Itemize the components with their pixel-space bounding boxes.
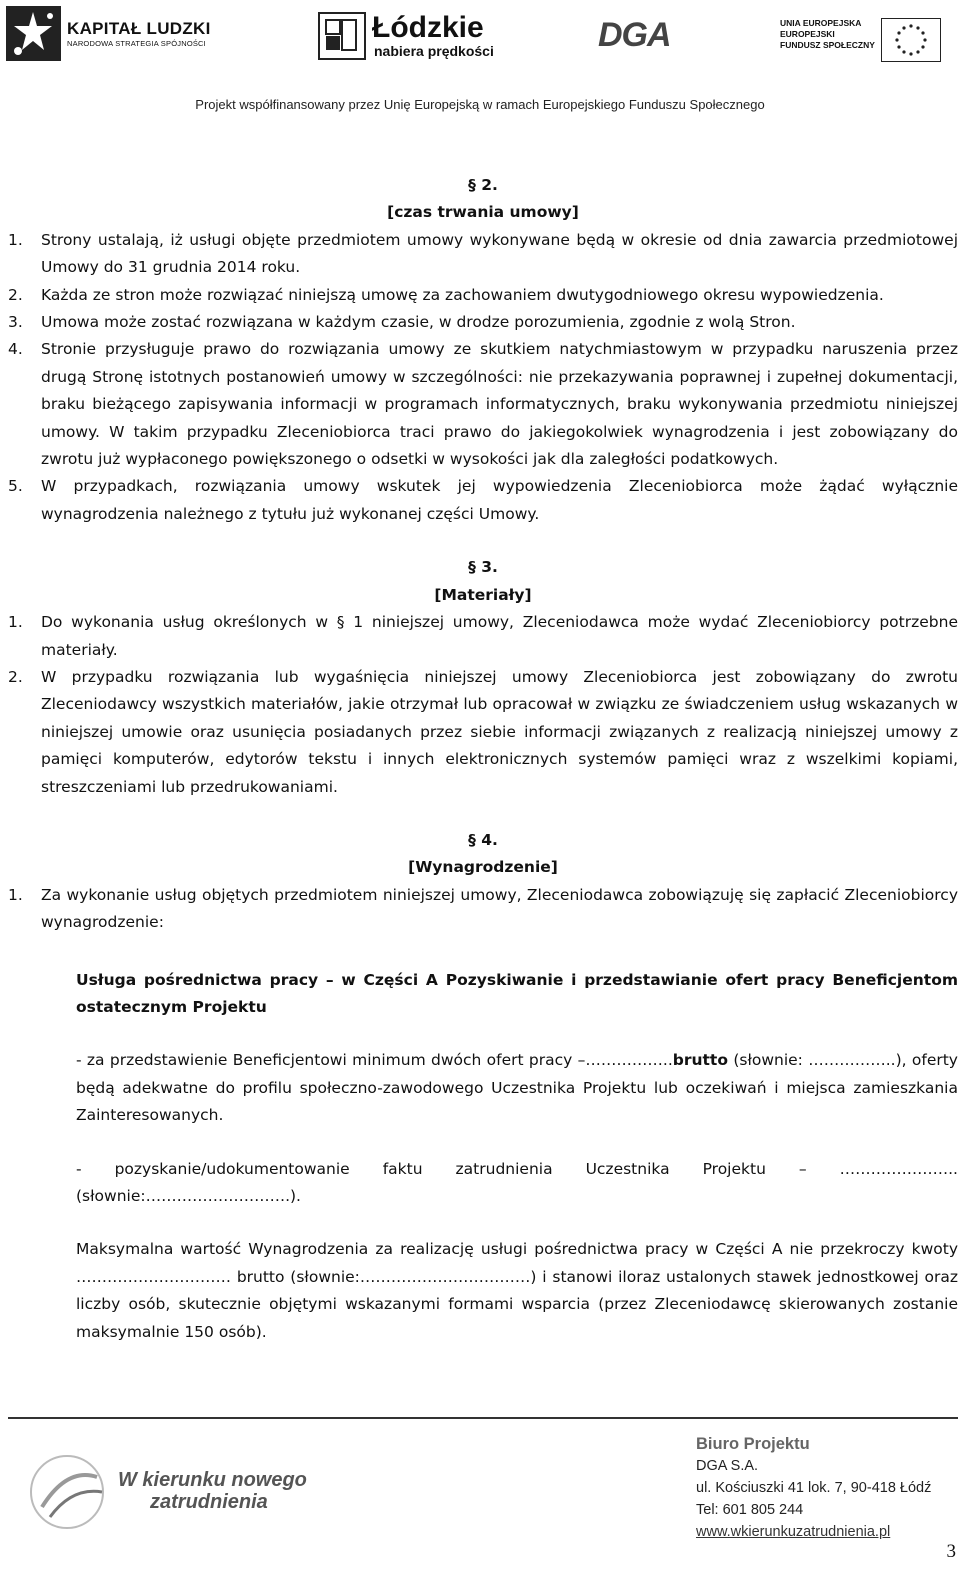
page-number: 3 xyxy=(946,1541,956,1562)
project-logo-line-2: zatrudnienia xyxy=(150,1491,268,1513)
item-text: Każda ze stron może rozwiązać niniejszą umowę za zachowaniem dwutygodniowego okresu wypowiedzenia. xyxy=(41,285,884,304)
max-value-paragraph: Maksymalna wartość Wynagrodzenia za realizację usługi pośrednictwa pracy w Części A nie przekroczy kwoty ………………………… brutto (słownie:……………………………) i stanowi iloraz ustalonych stawek jednostkowej oraz liczby osób, skutecznie objętymi wskazanymi formami wsparcia (przez Zleceniodawcę skierowanych zostanie maksymalnie 150 osób). xyxy=(76,1240,958,1341)
cofinancing-caption: Projekt współfinansowany przez Unię Europejską w ramach Europejskiego Funduszu Społecznego xyxy=(195,97,765,112)
item-number: 1. xyxy=(8,885,23,904)
item-number: 1. xyxy=(8,613,23,632)
footer-divider xyxy=(8,1417,958,1419)
page-footer xyxy=(0,1413,960,1569)
item-number: 2. xyxy=(8,285,23,304)
item-number: 1. xyxy=(8,230,23,249)
section-4-heading: § 4. xyxy=(468,830,498,849)
item-text: W przypadku rozwiązania lub wygaśnięcia niniejszej umowy Zleceniobiorca jest zobowiązany do zwrotu Zleceniodawcy wszystkich materiałów, jakie otrzymał lub opracował w związku ze świadczeniem usług wskazanych w niniejszej umowie oraz usunięcia posiadanych przez siebie informacji związanych z realizacją niniejszej umowy z pamięci komputerów, edytorów tekstu i innych elektronicznych systemów pamięci wraz z wszelkimi kopiami, streszczeniami lub przedrukowaniami. xyxy=(41,667,958,796)
section-2-heading: § 2. xyxy=(468,176,498,194)
item-number: 5. xyxy=(8,477,23,496)
section-2-title: [czas trwania umowy] xyxy=(387,203,579,222)
eu-flag-icon xyxy=(881,18,941,62)
project-logo-text xyxy=(118,1469,307,1513)
offer-fee-text: - za przedstawienie Beneficjentowi minimum dwóch ofert pracy –…………….. xyxy=(76,1051,673,1070)
section-2-item xyxy=(8,227,958,282)
office-title: Biuro Projektu xyxy=(696,1435,810,1453)
project-website-link[interactable]: www.wkierunkuzatrudnienia.pl xyxy=(696,1524,891,1540)
section-4-title: [Wynagrodzenie] xyxy=(408,858,558,877)
item-number: 4. xyxy=(8,340,23,359)
offer-fee-line xyxy=(76,1047,958,1129)
item-text: Umowa może zostać rozwiązana w każdym czasie, w drodze porozumienia, zgodnie z wolą Stron. xyxy=(41,313,796,332)
kapital-ludzki-logo xyxy=(6,6,211,61)
service-heading: Usługa pośrednictwa pracy – w Części A Pozyskiwanie i przedstawianie ofert pracy Beneficjentom ostatecznym Projektu xyxy=(76,970,958,1016)
section-2-item xyxy=(8,282,958,309)
kapital-ludzki-subtitle: NARODOWA STRATEGIA SPÓJNOŚCI xyxy=(67,39,206,48)
section-2-item xyxy=(8,336,958,473)
item-number: 3. xyxy=(8,313,23,332)
section-3-heading: § 3. xyxy=(468,558,498,577)
lodzkie-subtitle: nabiera prędkości xyxy=(374,43,494,59)
section-3-item xyxy=(8,609,958,664)
project-logo-icon xyxy=(22,1447,112,1537)
project-office-info xyxy=(696,1433,931,1543)
item-text: Stronie przysługuje prawo do rozwiązania umowy ze skutkiem natychmiastowym w przypadku naruszenia przez drugą Stronę istotnych postanowień umowy w szczególności: nie przekazywania poprawnej i zupełnej dokumentacji, braku bieżącego zapisywania informacji w programach informatycznych, braku wykonywania przedmiotu niniejszej umowy. W takim przypadku Zleceniobiorca traci prawo do jakiegokolwiek wynagrodzenia i jest zobowiązany do zwrotu już wypłaconego powiększonego o odsetki w wysokości jak dla zaległości podatkowych. xyxy=(41,340,958,469)
offer-fee-text-cont: (słownie: ……………..), oferty będą adekwatne do profilu społeczno-zawodowego Uczestnika Projektu lub oczekiwań i miejsca zamieszkania Zainteresowanych. xyxy=(76,1051,958,1125)
project-logo-line-1: W kierunku nowego xyxy=(118,1469,307,1491)
brutto-label: brutto xyxy=(672,1051,728,1070)
eu-line-1: UNIA EUROPEJSKA xyxy=(780,18,862,28)
section-2-item xyxy=(8,473,958,528)
lodzkie-title: Łódzkie xyxy=(372,11,484,44)
kapital-ludzki-emblem-icon xyxy=(6,6,61,61)
section-4-item xyxy=(8,882,958,937)
page-header xyxy=(0,0,960,128)
contract-body xyxy=(8,172,958,1346)
eu-line-3: FUNDUSZ SPOŁECZNY xyxy=(780,40,875,50)
item-number: 2. xyxy=(8,667,23,686)
item-text: Strony ustalają, iż usługi objęte przedmiotem umowy wykonywane będą w okresie od dnia zawarcia przedmiotowej Umowy do 31 grudnia 2014 roku. xyxy=(41,230,958,277)
eu-line-2: EUROPEJSKI xyxy=(780,29,835,39)
lodzkie-emblem-icon xyxy=(318,12,366,60)
company-name: DGA S.A. xyxy=(696,1458,759,1474)
item-text: W przypadkach, rozwiązania umowy wskutek jej wypowiedzenia Zleceniobiorca może żądać wyłącznie wynagrodzenia należnego z tytułu już wykonanej części Umowy. xyxy=(41,477,958,523)
item-text: Za wykonanie usług objętych przedmiotem niniejszej umowy, Zleceniodawca zobowiązuję się zapłacić Zleceniobiorcy wynagrodzenie: xyxy=(41,885,958,932)
dga-text: DGA xyxy=(598,16,671,54)
employment-fee-line: - pozyskanie/udokumentowanie faktu zatrudnienia Uczestnika Projektu – …………………..(słownie:……………………….). xyxy=(76,1159,958,1205)
section-2-item xyxy=(8,309,958,336)
section-3-item xyxy=(8,664,958,801)
section-3-title: [Materiały] xyxy=(434,585,532,604)
eu-logo xyxy=(780,18,941,62)
kapital-ludzki-title: KAPITAŁ LUDZKI xyxy=(67,19,211,38)
office-address: ul. Kościuszki 41 lok. 7, 90-418 Łódź xyxy=(696,1480,932,1496)
lodzkie-logo xyxy=(318,12,494,60)
office-phone: Tel: 601 805 244 xyxy=(696,1502,804,1518)
dga-logo xyxy=(598,16,671,55)
item-text: Do wykonania usług określonych w § 1 niniejszej umowy, Zleceniodawca może wydać Zleceniobiorcy potrzebne materiały. xyxy=(41,613,958,659)
